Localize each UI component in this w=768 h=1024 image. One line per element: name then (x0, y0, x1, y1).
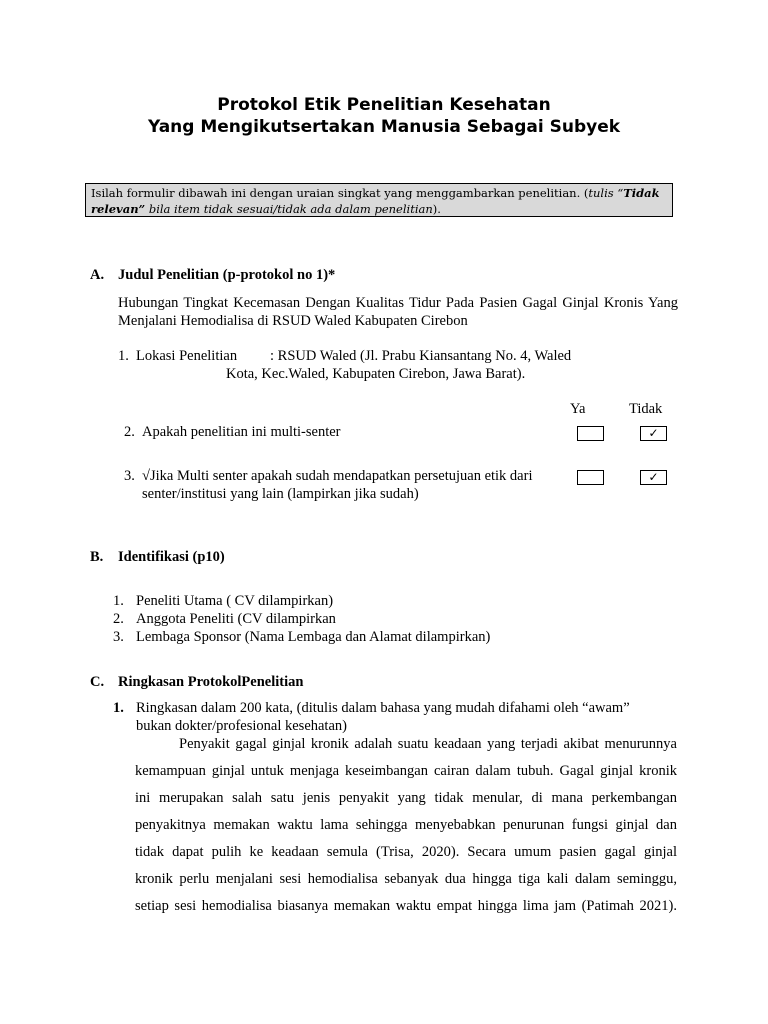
list-item-number: 2. (113, 611, 124, 627)
summary-paragraph (135, 731, 677, 920)
ringkasan-number: 1. (113, 700, 124, 716)
section-a-letter: A. (90, 267, 105, 283)
ringkasan-line-1: Ringkasan dalam 200 kata, (ditulis dalam bahasa yang mudah difahami oleh “awam” (136, 700, 630, 716)
column-tidak: Tidak (629, 401, 663, 417)
q3-ya-checkbox[interactable] (577, 470, 604, 485)
section-a-heading: Judul Penelitian (p-protokol no 1)* (118, 267, 336, 283)
column-ya: Ya (570, 401, 586, 417)
summary-line: Penyakit gagal ginjal kronik adalah suatu keadaan yang terjadi akibat menurunnya (179, 736, 677, 752)
q2-number: 2. (124, 424, 135, 440)
notice-text-1: Isilah formulir dibawah ini dengan uraian singkat yang menggambarkan penelitian. ( (91, 186, 589, 200)
list-item-anggota-peneliti: Anggota Peneliti (CV dilampirkan (136, 611, 336, 627)
list-item-lembaga-sponsor: Lembaga Sponsor (Nama Lembaga dan Alamat dilampirkan) (136, 629, 491, 645)
section-c-heading: Ringkasan ProtokolPenelitian (118, 674, 304, 690)
notice-text-3: bila item tidak sesuai/tidak ada dalam penelitian (145, 202, 433, 216)
lokasi-number: 1. (118, 348, 129, 364)
research-title: Hubungan Tingkat Kecemasan Dengan Kualitas Tidur Pada Pasien Gagal Ginjal Kronis Yang Menjalani Hemodialisa di RSUD Waled Kabupaten Cirebon (118, 295, 678, 329)
q3-tidak-checkbox[interactable]: ✓ (640, 470, 667, 485)
q3-text-1: √Jika Multi senter apakah sudah mendapatkan persetujuan etik dari (142, 468, 533, 484)
instruction-box (85, 183, 673, 217)
q2-ya-checkbox[interactable] (577, 426, 604, 441)
notice-bold-2: relevan” (91, 202, 146, 216)
summary-line: penyakitnya memakan waktu lama sehingga menyebabkan penurunan fungsi ginjal dan (135, 817, 677, 833)
summary-line: setiap sesi hemodialisa biasanya memakan waktu empat hingga lima jam (Patimah 2021). (135, 898, 677, 914)
notice-text-4: ). (432, 202, 441, 216)
summary-line: ini merupakan salah satu jenis penyakit yang tidak menular, di mana perkembangan (135, 790, 677, 806)
summary-line: kronik perlu menjalani sesi hemodialisa sebanyak dua hingga tiga kali dalam seminggu, (135, 871, 677, 887)
lokasi-value-1: : RSUD Waled (Jl. Prabu Kiansantang No. 4, Waled (270, 348, 572, 364)
list-item-peneliti-utama: Peneliti Utama ( CV dilampirkan) (136, 593, 334, 609)
document-title (0, 94, 768, 138)
summary-line: tidak dapat pulih ke keadaan semula (Trisa, 2020). Secara umum pasien gagal ginjal (135, 844, 677, 860)
q3-number: 3. (124, 468, 135, 484)
ringkasan-line-2: bukan dokter/profesional kesehatan) (136, 718, 347, 734)
section-b-heading: Identifikasi (p10) (118, 549, 225, 565)
section-b-letter: B. (90, 549, 104, 565)
summary-line: kemampuan ginjal untuk menjaga keseimbangan cairan dalam tubuh. Gagal ginjal kronik (135, 763, 677, 779)
notice-text-2: tulis “ (588, 186, 624, 200)
lokasi-label: Lokasi Penelitian (136, 348, 238, 364)
list-item-number: 1. (113, 593, 124, 609)
title-line-2: Yang Mengikutsertakan Manusia Sebagai Subyek (147, 117, 621, 137)
lokasi-value-2: Kota, Kec.Waled, Kabupaten Cirebon, Jawa Barat). (226, 366, 526, 382)
list-item-number: 3. (113, 629, 124, 645)
section-c-letter: C. (90, 674, 105, 690)
notice-bold-1: Tidak (623, 186, 660, 200)
q3-text-2: senter/institusi yang lain (lampirkan jika sudah) (142, 486, 419, 502)
q2-tidak-checkbox[interactable]: ✓ (640, 426, 667, 441)
title-line-1: Protokol Etik Penelitian Kesehatan (217, 95, 551, 115)
q2-text: Apakah penelitian ini multi-senter (142, 424, 341, 440)
